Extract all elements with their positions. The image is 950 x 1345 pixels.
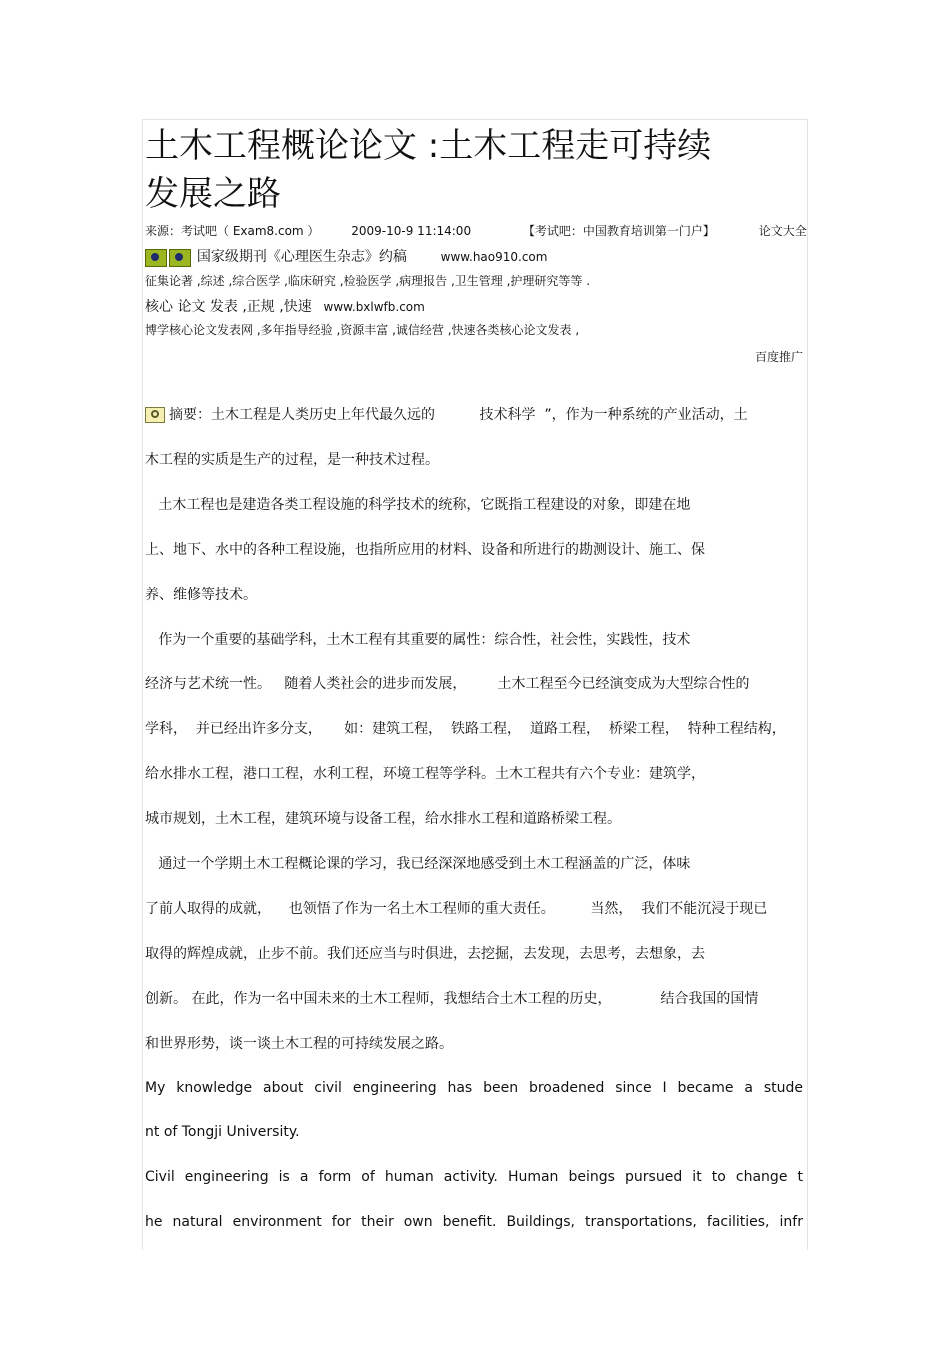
body-line (145, 898, 805, 918)
body-line-text: 摘要：土木工程是人类历史上年代最久远的 技术科学 ”，作为一种系统的产业活动，土 (169, 407, 748, 423)
body-line (145, 763, 805, 783)
body-line (145, 808, 805, 828)
body-line-text: 学科， 并已经出许多分支， 如：建筑工程， 铁路工程， 道路工程， 桥梁工程， 特种工程结构， (145, 721, 786, 738)
body-line-text: 经济与艺术统一性。 随着人类社会的进步而发展， 土木工程至今已经演变成为大型综合性的 (145, 676, 750, 693)
body-line-text: 木工程的实质是生产的过程，是一种技术过程。 (145, 451, 439, 468)
body-line (145, 943, 805, 963)
body-line (145, 629, 805, 649)
ad-2-title[interactable]: 核心 论文 发表 ,正规 ,快速 (145, 299, 312, 315)
body-line (145, 853, 805, 873)
ad-1-description[interactable]: 征集论著 ,综述 ,综合医学 ,临床研究 ,检验医学 ,病理报告 ,卫生管理 ,护理研究等等 . (145, 274, 591, 288)
ad-2-headline[interactable] (145, 296, 425, 316)
ad-1-url[interactable]: www.hao910.com (440, 250, 548, 264)
body-line-text: 土木工程也是建造各类工程设施的科学技术的统称，它既指工程建设的对象，即建在地 (145, 496, 691, 513)
body-line-text: 了前人取得的成就， 也领悟了作为一名土木工程师的重大责任。 当然， 我们不能沉浸于现已 (145, 900, 768, 917)
body-line-text: 创新。 在此，作为一名中国未来的土木工程师，我想结合土木工程的历史， 结合我国的国情 (145, 990, 759, 1007)
body-line (145, 494, 805, 514)
body-line (145, 1033, 805, 1053)
meta-source: 来源：考试吧（ Exam8.com ） (145, 224, 320, 238)
note-icon (145, 407, 165, 423)
body-line (145, 539, 805, 559)
meta-date: 2009-10-9 11:14:00 (351, 224, 472, 238)
body-line (145, 584, 805, 604)
ad-2-url[interactable]: www.bxlwfb.com (323, 300, 425, 314)
article-meta (145, 222, 807, 239)
body-line-text: 作为一个重要的基础学科，土木工程有其重要的属性：综合性，社会性，实践性，技术 (145, 631, 691, 648)
ad-2-description[interactable]: 博学核心论文发表网 ,多年指导经验 ,资源丰富 ,诚信经营 ,快速各类核心论文发表 , (145, 323, 580, 337)
sound-speaker-icon (145, 249, 193, 267)
body-line (145, 449, 805, 469)
english-line: he natural environment for their own benefit. Buildings, transportations, facilities, infr (145, 1214, 803, 1230)
title-line-2: 发展之路 (145, 174, 281, 214)
body-line-text: 上、地下、水中的各种工程设施，也指所应用的材料、设备和所进行的勘测设计、施工、保 (145, 541, 705, 558)
body-line-text: 给水排水工程，港口工程，水利工程，环境工程等学科。土木工程共有六个专业：建筑学， (145, 766, 705, 783)
body-line (145, 988, 805, 1008)
meta-category[interactable]: 论文大全 (758, 224, 807, 238)
body-line-text: 取得的辉煌成就，止步不前。我们还应当与时俱进，去挖掘，去发现，去思考，去想象，去 (145, 945, 705, 962)
title-line-1: 土木工程概论论文 :土木工程走可持续 (145, 126, 712, 166)
article-frame (142, 119, 808, 1250)
body-line-text: 通过一个学期土木工程概论课的学习，我已经深深地感受到土木工程涵盖的广泛，体味 (145, 856, 691, 872)
english-line: My knowledge about civil engineering has been broadened since I became a stude (145, 1080, 803, 1096)
body-line-text: 城市规划，土木工程，建筑环境与设备工程，给水排水工程和道路桥梁工程。 (145, 811, 621, 828)
body-line-text: 和世界形势，谈一谈土木工程的可持续发展之路。 (145, 1035, 453, 1052)
ad-1-title[interactable]: 国家级期刊《心理医生杂志》约稿 (196, 249, 407, 265)
english-line: Civil engineering is a form of human activity. Human beings pursued it to change t (145, 1169, 803, 1185)
body-line (145, 673, 805, 693)
body-line (145, 718, 805, 738)
body-line (145, 404, 805, 424)
body-line-text: 养、维修等技术。 (145, 586, 257, 603)
article-title (145, 122, 795, 218)
ad-1-headline[interactable] (145, 246, 547, 267)
english-line: nt of Tongji University. (145, 1124, 300, 1140)
baidu-promo-link[interactable]: 百度推广 (754, 350, 803, 364)
meta-tagline[interactable]: 【考试吧：中国教育培训第一门户】 (522, 224, 715, 238)
